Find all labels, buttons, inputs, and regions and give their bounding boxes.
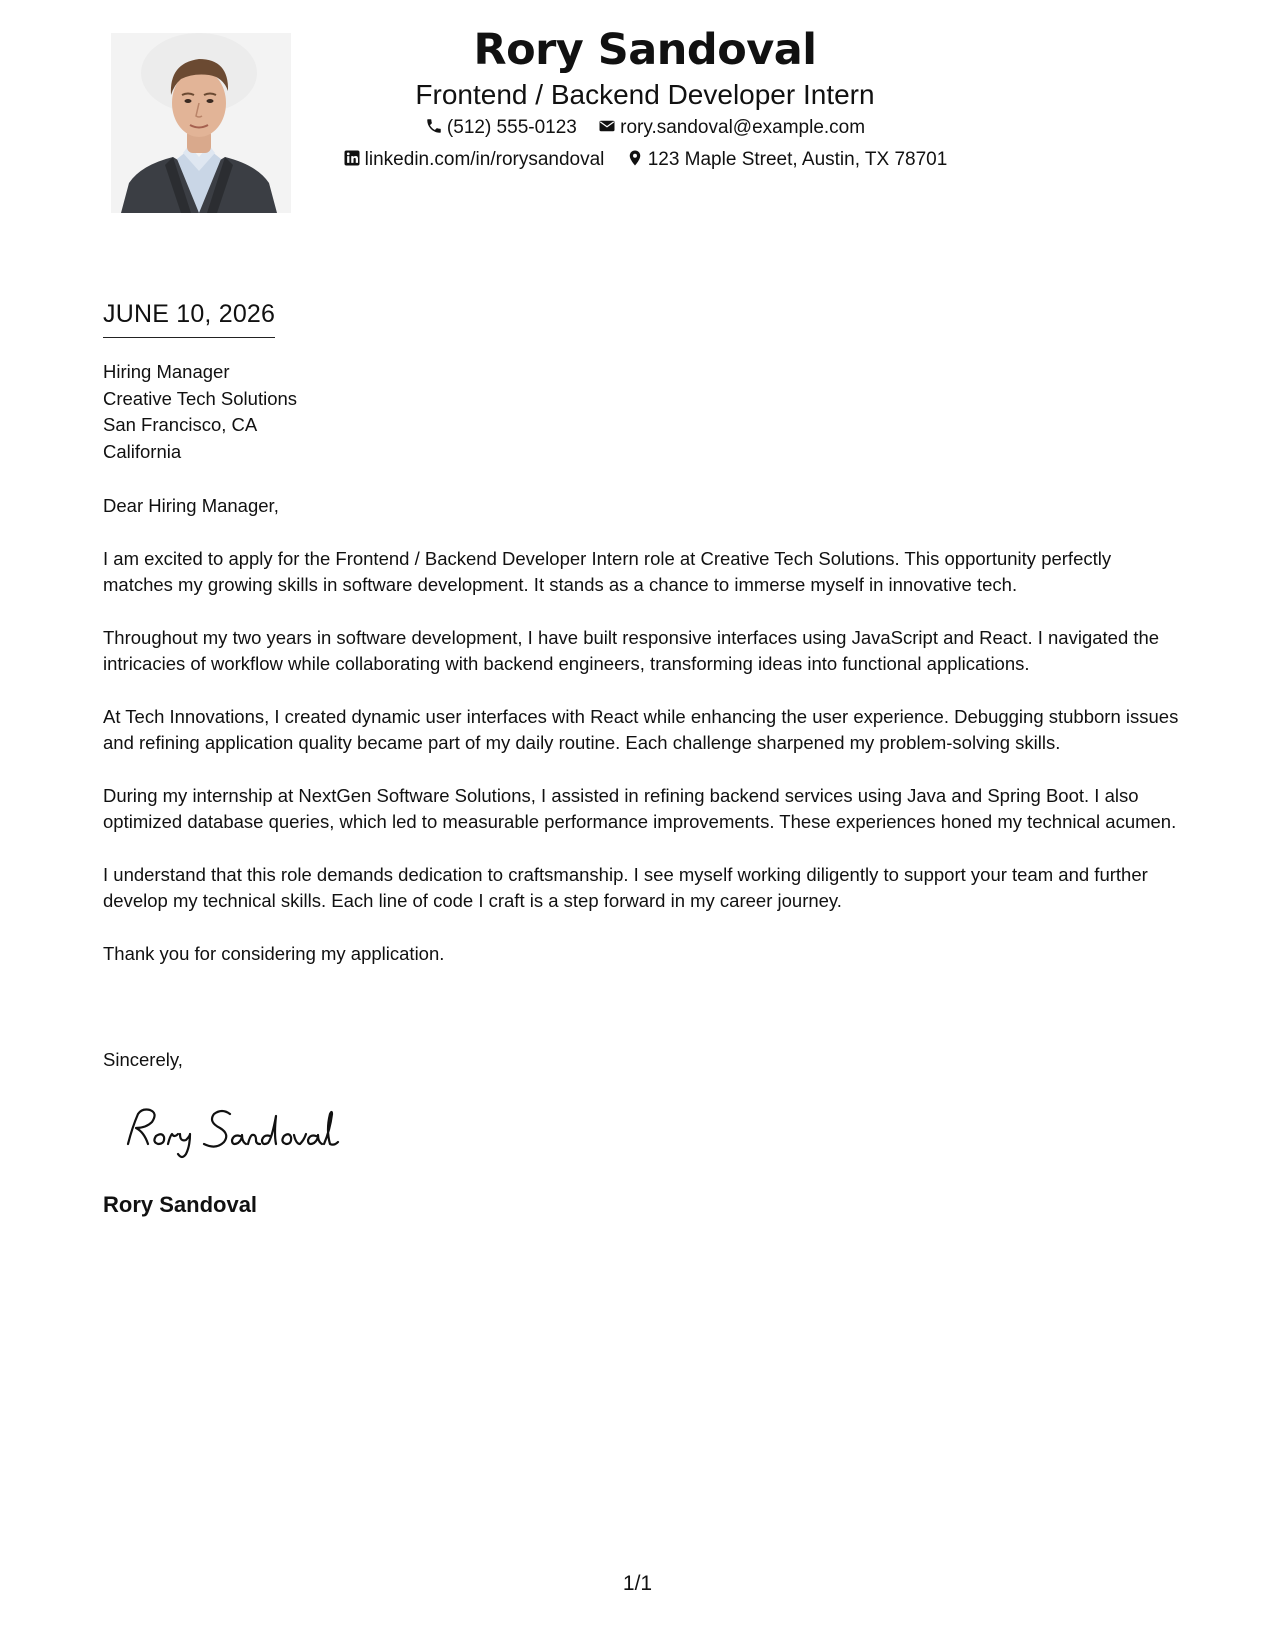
page-number: 1/1 <box>622 1572 653 1595</box>
letter-body <box>103 493 1183 993</box>
recipient-line: California <box>103 440 182 462</box>
map-pin-icon <box>626 149 644 167</box>
phone-icon <box>425 117 443 135</box>
letter-date: JUNE 10, 2026 <box>103 297 275 338</box>
handwritten-signature <box>118 1100 358 1160</box>
body-paragraph: Thank you for considering my application. <box>103 942 445 964</box>
envelope-icon <box>598 117 616 135</box>
address-contact <box>626 144 948 176</box>
linkedin-contact[interactable] <box>343 144 605 176</box>
street-address: 123 Maple Street, Austin, TX 78701 <box>647 149 948 170</box>
phone-contact <box>425 112 577 144</box>
body-paragraph: I am excited to apply for the Frontend / Backend Developer Intern role at Creative Tech Solutions. This opportunity perfectly matches my growing skills in software development. It stands as a chance to immerse myself in innovative tech. <box>103 547 1112 595</box>
recipient-line: Hiring Manager <box>103 361 230 382</box>
linkedin-icon <box>343 149 361 167</box>
applicant-name: Rory Sandoval <box>473 25 817 75</box>
body-paragraph: During my internship at NextGen Software Solutions, I assisted in refining backend services using Java and Spring Boot. I also optimized database queries, which led to measurable performance improvements. These experiences honed my technical acumen. <box>103 784 1177 832</box>
body-paragraph: Throughout my two years in software development, I have built responsive interfaces using JavaScript and React. I navigated the intricacies of workflow while collaborating with backend engineers, transforming ideas into functional applications. <box>103 626 1160 674</box>
linkedin-url[interactable]: linkedin.com/in/rorysandoval <box>364 149 605 170</box>
body-paragraph: I understand that this role demands dedication to craftsmanship. I see myself working diligently to support your team and further develop my technical skills. Each line of code I craft is a step forward in my career journey. <box>103 863 1148 911</box>
contact-row-secondary <box>300 144 990 176</box>
contact-row-primary <box>300 112 990 144</box>
email-contact[interactable] <box>598 112 865 144</box>
recipient-line: Creative Tech Solutions <box>103 387 298 409</box>
recipient-block <box>103 359 297 465</box>
closing: Sincerely, <box>103 1049 183 1070</box>
job-title: Frontend / Backend Developer Intern <box>415 79 875 110</box>
body-paragraph: At Tech Innovations, I created dynamic user interfaces with React while enhancing the user experience. Debugging stubborn issues and refining application quality became part of my daily routine. Each challenge sharpened my problem-solving skills. <box>103 705 1179 753</box>
profile-photo <box>111 33 291 213</box>
email-address[interactable]: rory.sandoval@example.com <box>620 117 866 138</box>
header <box>300 22 990 176</box>
recipient-line: San Francisco, CA <box>103 414 258 435</box>
phone-number: (512) 555-0123 <box>446 117 577 138</box>
signer-name: Rory Sandoval <box>103 1192 258 1217</box>
salutation: Dear Hiring Manager, <box>103 495 279 516</box>
